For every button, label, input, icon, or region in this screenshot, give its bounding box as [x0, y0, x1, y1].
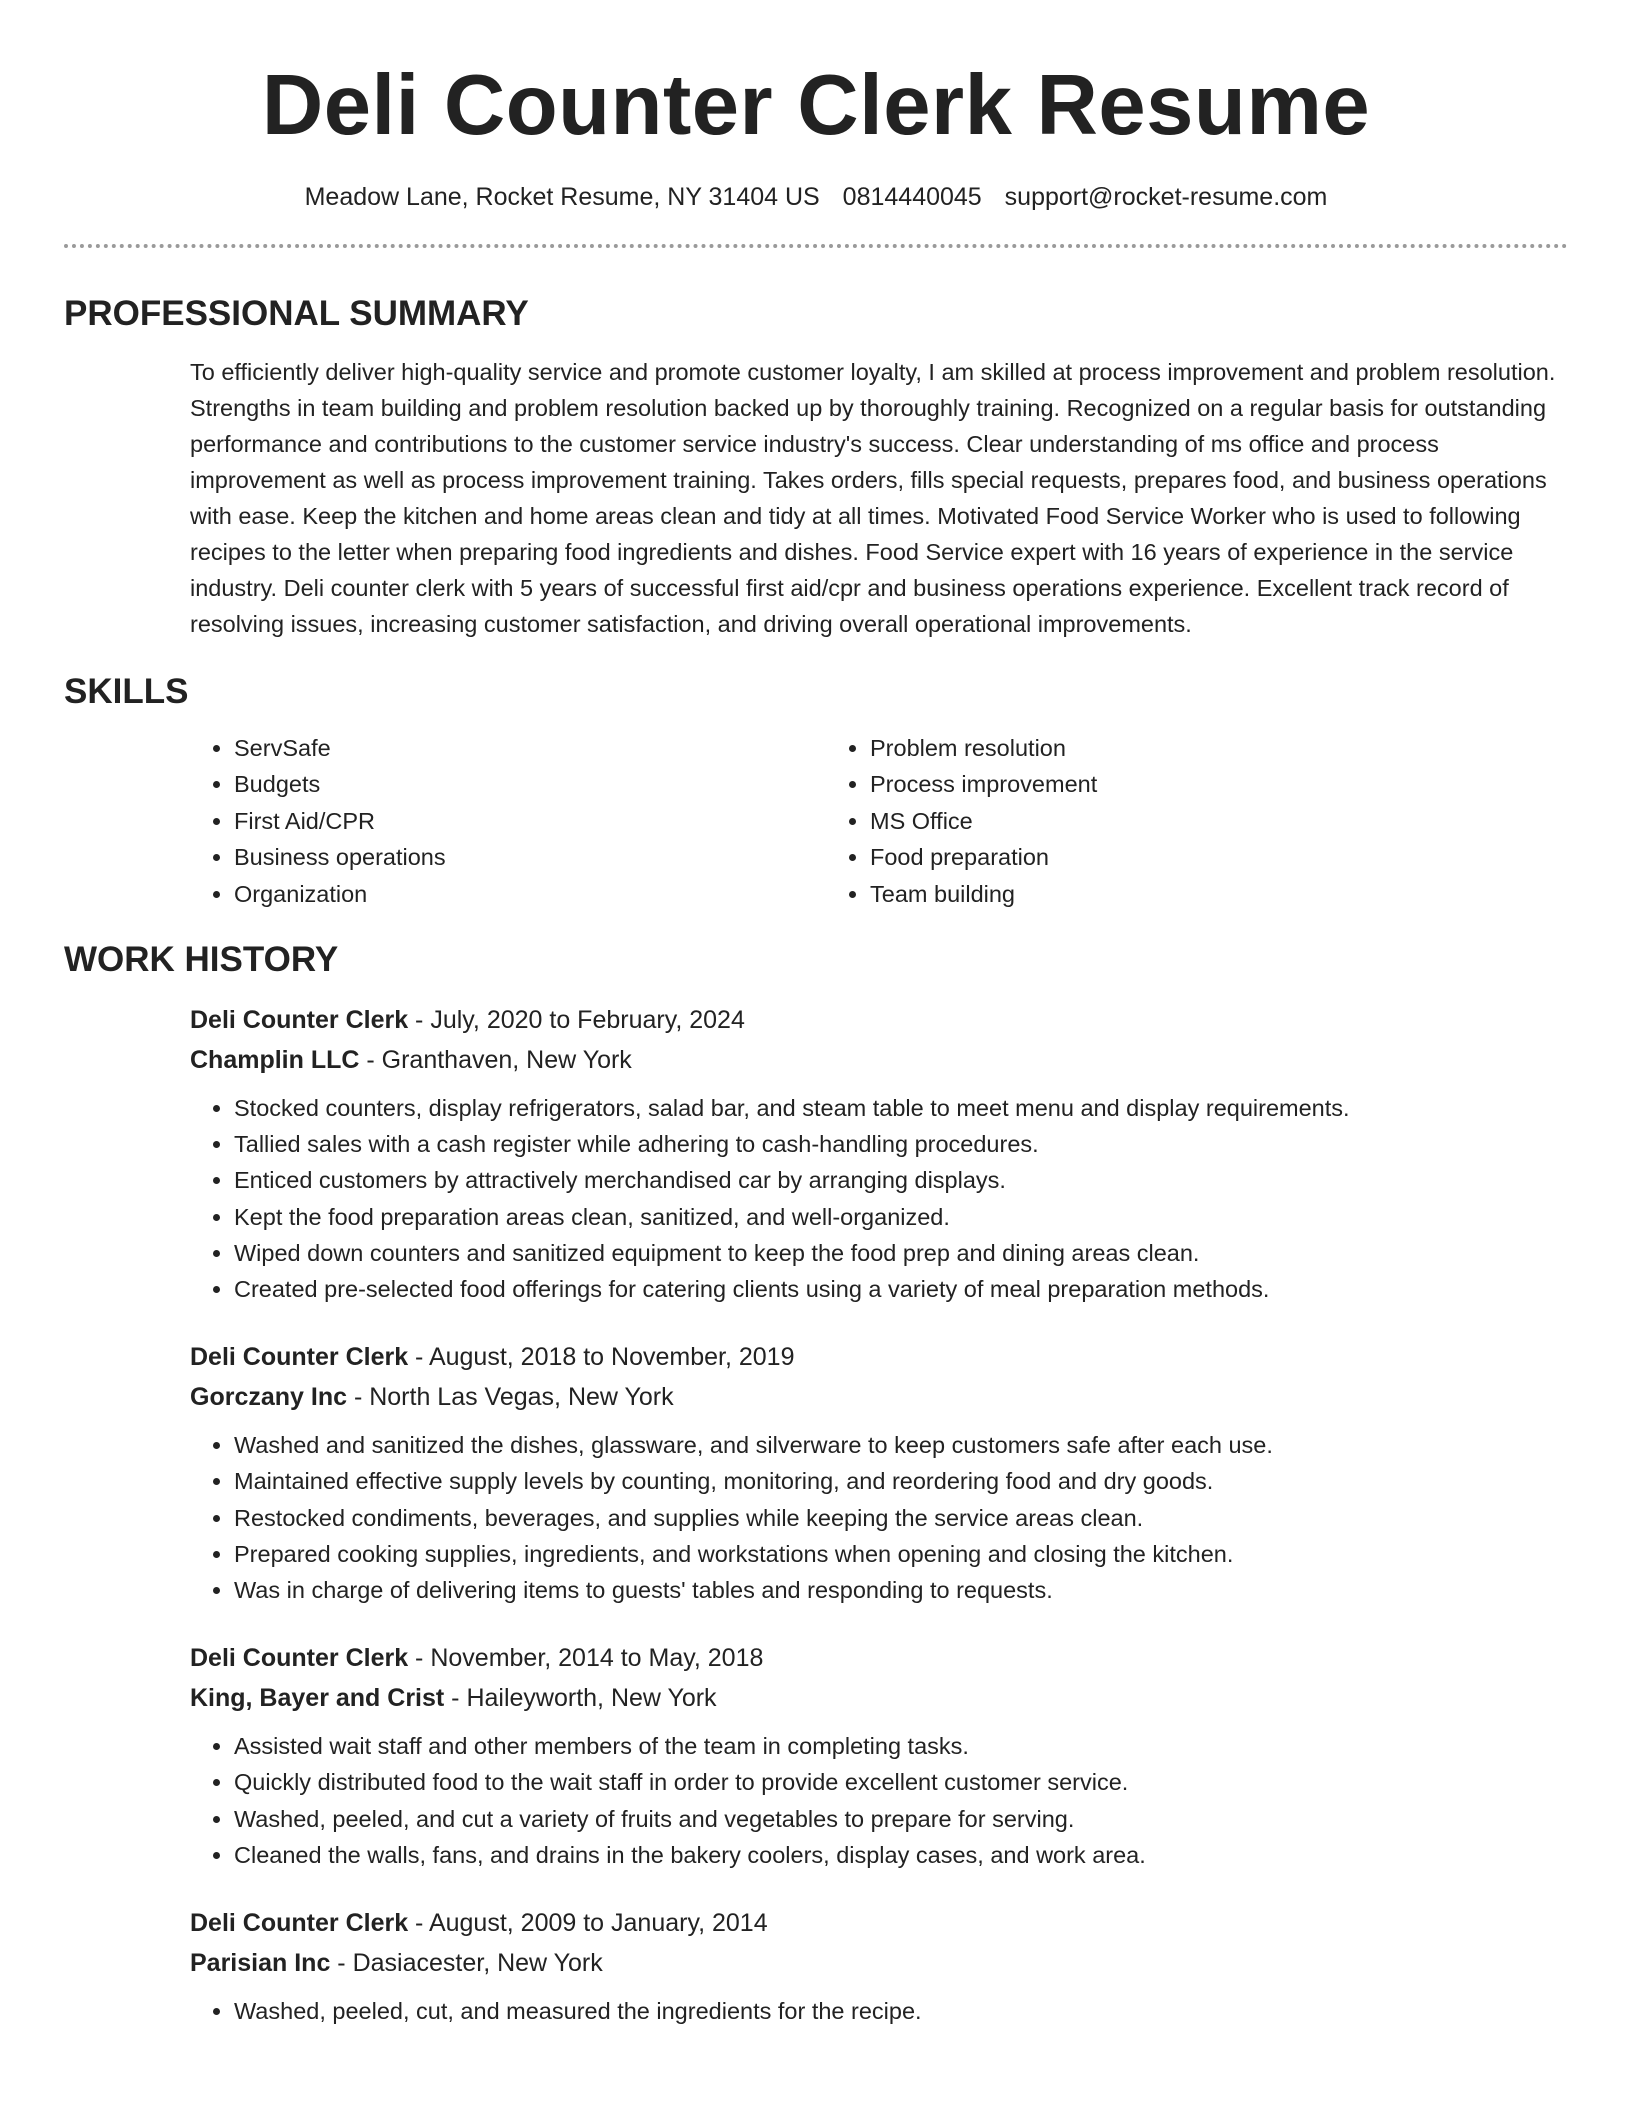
- job-location: - North Las Vegas, New York: [347, 1383, 674, 1412]
- job-duty: • Wiped down counters and sanitized equipment to keep the food prep and dining areas clean.: [234, 1235, 1568, 1271]
- job-title: Deli Counter Clerk: [190, 1006, 409, 1035]
- job-title: Deli Counter Clerk: [190, 1343, 409, 1372]
- job-company-line: [190, 1943, 1568, 1983]
- job-duty: • Assisted wait staff and other members of the team in completing tasks.: [234, 1728, 1568, 1764]
- job-title-line: [190, 1903, 1568, 1943]
- job-duties: [190, 1090, 1568, 1307]
- job-location: - Dasiacester, New York: [330, 1949, 603, 1978]
- job-company-line: [190, 1678, 1568, 1718]
- job-duty: • Was in charge of delivering items to guests' tables and responding to requests.: [234, 1572, 1568, 1608]
- job-dates: - July, 2020 to February, 2024: [408, 1006, 745, 1035]
- job-company: Parisian Inc: [190, 1949, 331, 1978]
- contact-line: [64, 180, 1568, 214]
- job-duty: • Restocked condiments, beverages, and supplies while keeping the service areas clean.: [234, 1500, 1568, 1536]
- job-duty: • Washed and sanitized the dishes, glassware, and silverware to keep customers safe after each use.: [234, 1427, 1568, 1463]
- job-title-line: [190, 1337, 1568, 1377]
- summary-heading: PROFESSIONAL SUMMARY: [64, 294, 529, 333]
- job-location: - Granthaven, New York: [359, 1046, 632, 1075]
- job-dates: - August, 2009 to January, 2014: [408, 1909, 768, 1938]
- job-title-line: [190, 1000, 1568, 1040]
- skills-column-left: [190, 730, 826, 912]
- skill-item: • Team building: [870, 876, 1462, 912]
- job-dates: - November, 2014 to May, 2018: [408, 1644, 764, 1673]
- skills-list: [190, 730, 1568, 912]
- job-title: Deli Counter Clerk: [190, 1909, 409, 1938]
- skill-item: • Budgets: [234, 766, 826, 802]
- job-duty: • Created pre-selected food offerings for catering clients using a variety of meal preparation methods.: [234, 1271, 1568, 1307]
- skill-item: • MS Office: [870, 803, 1462, 839]
- job-company-line: [190, 1377, 1568, 1417]
- resume-title: Deli Counter Clerk Resume: [261, 58, 1371, 153]
- job-dates: - August, 2018 to November, 2019: [408, 1343, 795, 1372]
- job-duties: [190, 1728, 1568, 1873]
- job-company: Gorczany Inc: [190, 1383, 347, 1412]
- job-entry: [190, 1638, 1568, 1873]
- job-duties: [190, 1427, 1568, 1608]
- job-location: - Haileyworth, New York: [444, 1684, 717, 1713]
- skill-item: • First Aid/CPR: [234, 803, 826, 839]
- job-duty: • Enticed customers by attractively merchandised car by arranging displays.: [234, 1162, 1568, 1198]
- job-company: Champlin LLC: [190, 1046, 360, 1075]
- skills-column-right: [826, 730, 1462, 912]
- skills-heading: SKILLS: [64, 672, 189, 711]
- job-duty: • Tallied sales with a cash register while adhering to cash-handling procedures.: [234, 1126, 1568, 1162]
- job-title: Deli Counter Clerk: [190, 1644, 409, 1673]
- job-company: King, Bayer and Crist: [190, 1684, 445, 1713]
- job-title-line: [190, 1638, 1568, 1678]
- job-duty: • Washed, peeled, and cut a variety of fruits and vegetables to prepare for serving.: [234, 1801, 1568, 1837]
- header-divider: [64, 244, 1568, 248]
- skill-item: • ServSafe: [234, 730, 826, 766]
- work-history-heading: WORK HISTORY: [64, 940, 339, 980]
- skill-item: • Organization: [234, 876, 826, 912]
- skill-item: • Food preparation: [870, 839, 1462, 875]
- job-duty: • Washed, peeled, cut, and measured the ingredients for the recipe.: [234, 1993, 1568, 2029]
- job-entry: [190, 1337, 1568, 1608]
- summary-text: To efficiently deliver high-quality service and promote customer loyalty, I am skilled at process improvement and problem resolution. Strengths in team building and problem resolution backed up by thoroughly training. Recognized on a regular basis for outstanding performance and contributions to the customer service industry's success. Clear understanding of ms office and process improvement as well as process improvement training. Takes orders, fills special requests, prepares food, and business operations with ease. Keep the kitchen and home areas clean and tidy at all times. Motivated Food Service Worker who is used to following recipes to the letter when preparing food ingredients and dishes. Food Service expert with 16 years of experience in the service industry. Deli counter clerk with 5 years of successful first aid/cpr and business operations experience. Excellent track record of resolving issues, increasing customer satisfaction, and driving overall operational improvements.: [190, 359, 1556, 637]
- job-duty: • Stocked counters, display refrigerators, salad bar, and steam table to meet menu and display requirements.: [234, 1090, 1568, 1126]
- skill-item: • Process improvement: [870, 766, 1462, 802]
- skill-item: • Problem resolution: [870, 730, 1462, 766]
- job-duty: • Cleaned the walls, fans, and drains in the bakery coolers, display cases, and work area.: [234, 1837, 1568, 1873]
- contact-address: Meadow Lane, Rocket Resume, NY 31404 US: [304, 183, 820, 211]
- job-duty: • Maintained effective supply levels by counting, monitoring, and reordering food and dry goods.: [234, 1463, 1568, 1499]
- job-duty: • Quickly distributed food to the wait staff in order to provide excellent customer service.: [234, 1764, 1568, 1800]
- job-entry: [190, 1000, 1568, 1307]
- job-duty: • Kept the food preparation areas clean, sanitized, and well-organized.: [234, 1199, 1568, 1235]
- job-entry: [190, 1903, 1568, 2029]
- contact-email: support@rocket-resume.com: [1004, 183, 1328, 211]
- job-company-line: [190, 1040, 1568, 1080]
- job-duties: [190, 1993, 1568, 2029]
- contact-phone: 0814440045: [842, 183, 982, 211]
- job-duty: • Prepared cooking supplies, ingredients, and workstations when opening and closing the kitchen.: [234, 1536, 1568, 1572]
- skill-item: • Business operations: [234, 839, 826, 875]
